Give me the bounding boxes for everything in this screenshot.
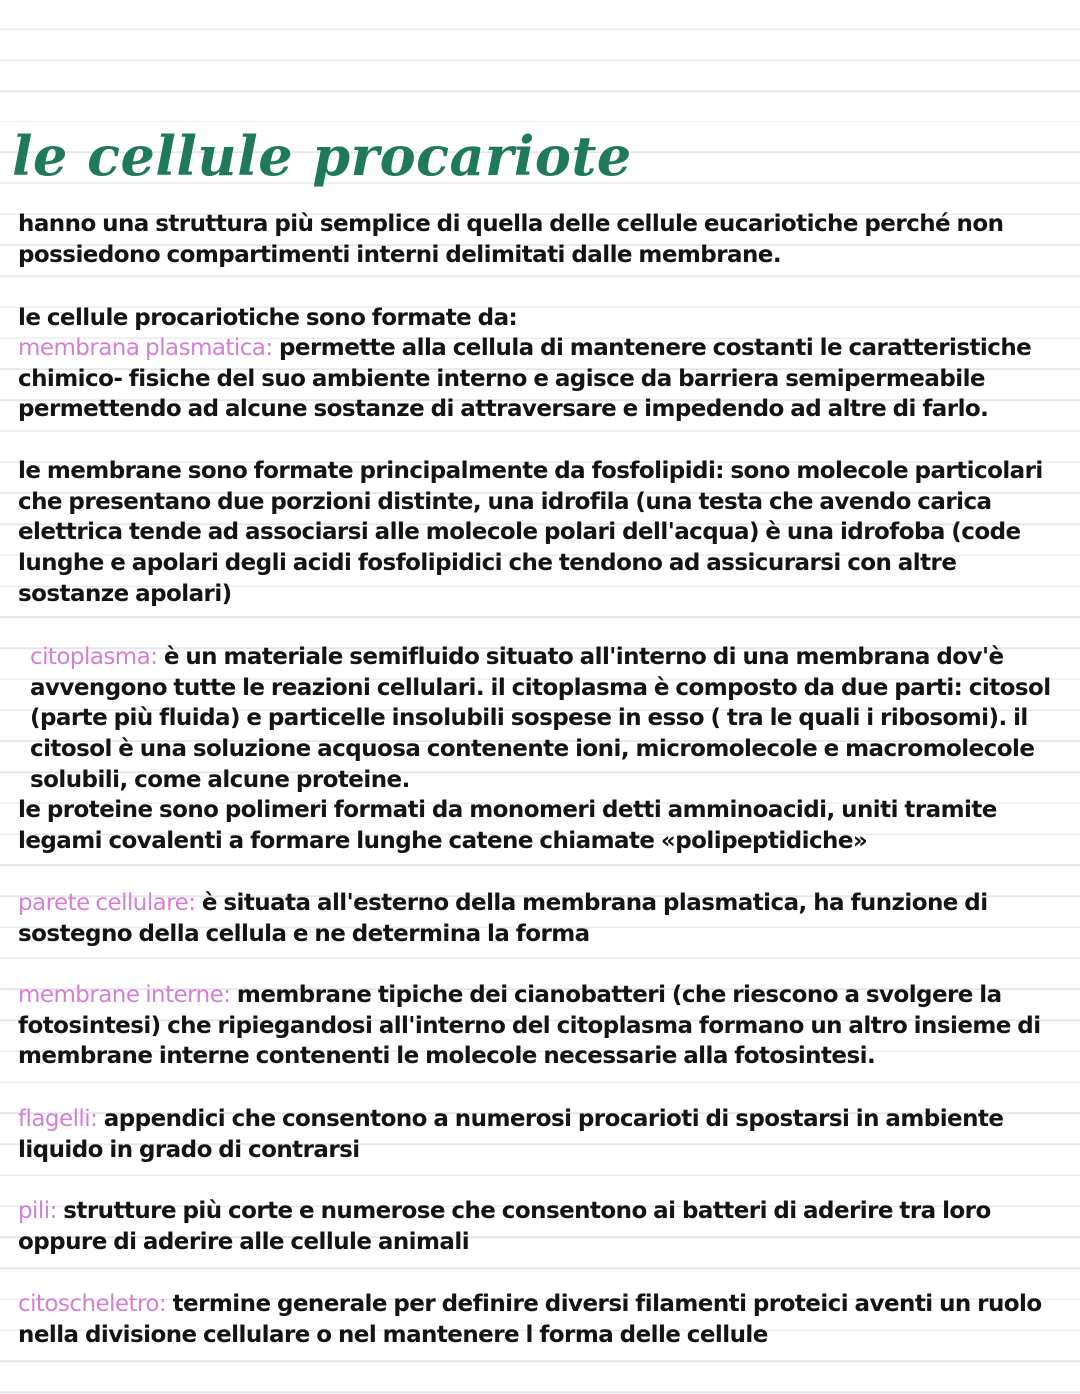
definition-flagelli: appendici che consentono a numerosi procarioti di spostarsi in ambiente liquido in grado di contrarsi (18, 1106, 1004, 1163)
term-parete-cellulare: parete cellulare: (18, 890, 196, 916)
term-citoplasma: citoplasma: (30, 644, 158, 670)
paragraph-proteine: le proteine sono polimeri formati da monomeri detti amminoacidi, uniti tramite legami covalenti a formare lunghe catene chiamate «polipeptidiche» (18, 797, 997, 854)
term-citoscheletro: citoscheletro: (18, 1291, 167, 1317)
section-pili (18, 1196, 1066, 1257)
definition-citoscheletro: termine generale per definire diversi filamenti proteici aventi un ruolo nella divisione cellulare o nel mantenere l forma delle cellule (18, 1291, 1042, 1348)
definition-pili: strutture più corte e numerose che consentono ai batteri di aderire tra loro oppure di aderire alle cellule animali (18, 1198, 991, 1255)
definition-membrane-interne: membrane tipiche dei cianobatteri (che riescono a svolgere la fotosintesi) che ripiegandosi all'interno del citoplasma formano un altro insieme di membrane interne contenenti le molecole necessarie alla fotosintesi. (18, 982, 1041, 1070)
definition-citoplasma: è un materiale semifluido situato all'interno di una membrana dov'è avvengono tutte le reazioni cellulari. il citoplasma è composto da due parti: citosol (parte più fluida) e particelle insolubili sospese in esso ( tra le quali i ribosomi). il citosol è una soluzione acquosa contenente ioni, micromolecole e macromolecole solubili, come alcune proteine. (30, 644, 1051, 793)
section-parete-cellulare (18, 888, 1066, 949)
section-membrana-plasmatica (18, 333, 1066, 425)
section-citoscheletro (18, 1289, 1066, 1350)
term-membrane-interne: membrane interne: (18, 982, 231, 1008)
definition-parete-cellulare: è situata all'esterno della membrana plasmatica, ha funzione di sostegno della cellula e ne determina la forma (18, 890, 988, 947)
term-pili: pili: (18, 1198, 57, 1224)
paragraph-fosfolipidi: le membrane sono formate principalmente da fosfolipidi: sono molecole particolari che presentano due porzioni distinte, una idrofila (una testa che avendo carica elettrica tende ad associarsi alle molecole polari dell'acqua) è una idrofoba (code lunghe e apolari degli acidi fosfolipidici che tendono ad assicurarsi con altre sostanze apolari) (18, 458, 1043, 607)
section-membrane-interne (18, 980, 1066, 1072)
definition-membrana-plasmatica: permette alla cellula di mantenere costanti le caratteristiche chimico- fisiche del suo ambiente interno e agisce da barriera semipermeabile permettendo ad alcune sostanze di attraversare e impedendo ad altre di farlo. (18, 335, 1032, 423)
term-flagelli: flagelli: (18, 1106, 98, 1132)
term-membrana-plasmatica: membrana plasmatica: (18, 335, 273, 361)
section-citoplasma (18, 642, 1078, 796)
intro-paragraph: hanno una struttura più semplice di quella delle cellule eucariotiche perché non possiedono compartimenti interni delimitati dalle membrane. (18, 211, 1004, 268)
page-title: le cellule procariote (12, 124, 632, 188)
section-flagelli (18, 1104, 1066, 1165)
list-intro: le cellule procariotiche sono formate da: (18, 305, 518, 331)
